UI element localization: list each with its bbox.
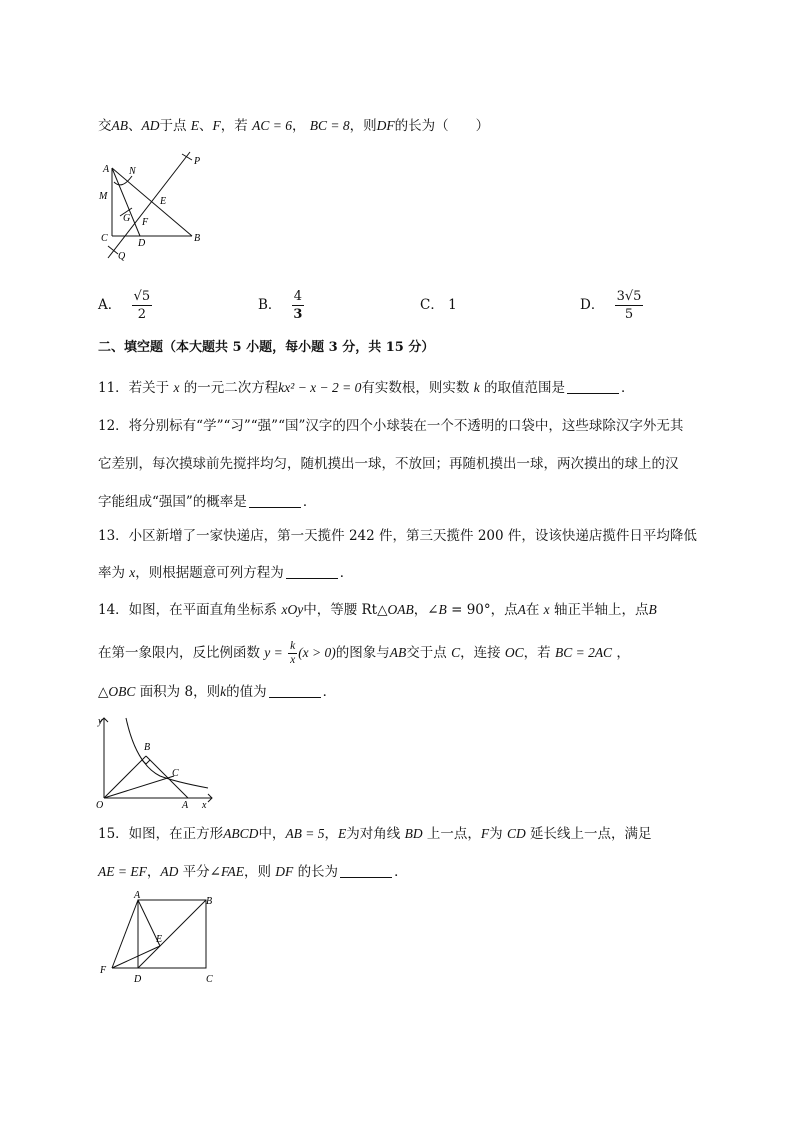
text: ， <box>291 118 306 134</box>
triangle-oab: OAB <box>387 602 414 617</box>
point-c: C <box>451 645 461 660</box>
text: ， <box>146 864 161 880</box>
var-x: x <box>173 380 180 395</box>
text: ． <box>620 380 635 396</box>
text: 率为 <box>98 565 125 581</box>
question-15-line2 <box>98 862 408 882</box>
question-13-line2 <box>98 563 353 583</box>
choice-letter: D． <box>580 297 605 313</box>
point-f: F <box>480 826 490 841</box>
text: 14．如图，在平面直角坐标系 <box>98 602 278 618</box>
text: 的长为（ ） <box>394 118 490 134</box>
angle-fae: FAE <box>220 864 244 879</box>
label-m: M <box>99 191 108 202</box>
numerator: √5 <box>133 289 151 304</box>
text: ， <box>616 645 630 661</box>
denominator: x <box>290 654 296 666</box>
text: ，∠ <box>413 602 439 618</box>
seg-cd: CD <box>506 826 526 841</box>
text: 中，等腰 Rt△ <box>303 602 388 618</box>
text: 的长为 <box>297 864 339 880</box>
choice-fraction <box>132 288 153 323</box>
label-x: x <box>202 800 207 810</box>
q10-stem <box>98 116 489 136</box>
point-e: E <box>190 118 200 133</box>
text: 15．如图，在正方形 <box>98 826 224 842</box>
q14-figure <box>96 714 216 810</box>
seg-ad: AD <box>141 118 160 133</box>
question-12-line1: 12．将分别标有“学”“习”“强”“国”汉字的四个小球装在一个不透明的口袋中，这些球除汉字外无其 <box>98 418 684 434</box>
answer-blank[interactable] <box>249 493 301 508</box>
question-14-line2 <box>98 640 630 667</box>
text: 的图象与 <box>335 645 390 661</box>
choice-c[interactable] <box>420 295 457 315</box>
question-13-line1: 13．小区新增了一家快递店，第一天揽件 242 件，第三天揽件 200 件，设该快递店揽件日平均降低 <box>98 528 697 544</box>
eq-ab: AB = 5 <box>285 826 325 841</box>
choice-a[interactable] <box>98 288 152 323</box>
choice-letter: B． <box>258 297 282 313</box>
seg-df: DF <box>275 864 294 879</box>
eq-ac: AC = 6 <box>252 118 292 133</box>
text: 上一点， <box>426 826 481 842</box>
label-n: N <box>129 166 136 177</box>
domain-condition: (x > 0) <box>298 645 336 660</box>
text: ． <box>322 684 337 700</box>
label-g: G <box>123 213 131 224</box>
text: = 90°，点 <box>446 602 518 618</box>
numerator: 3√5 <box>616 289 642 304</box>
label-c: C <box>206 974 213 985</box>
label-a: A <box>134 890 141 901</box>
section-heading: 二、填空题（本大题共 5 小题，每小题 3 分，共 15 分） <box>98 340 435 355</box>
label-a: A <box>182 800 189 810</box>
label-d: D <box>134 974 142 985</box>
seg-bd: BD <box>404 826 423 841</box>
side-ab <box>112 168 192 236</box>
label-d: D <box>138 238 146 249</box>
text: ，则 <box>243 864 271 880</box>
var-k: k <box>220 684 227 699</box>
point-f: F <box>212 118 221 133</box>
text: 为对角线 <box>346 826 401 842</box>
text: 面积为 8，则 <box>139 684 221 700</box>
label-e: E <box>156 934 163 945</box>
q15-figure <box>96 890 226 988</box>
var-x: x <box>129 565 136 580</box>
answer-blank[interactable] <box>286 564 338 579</box>
text: ． <box>339 565 354 581</box>
label-q: Q <box>118 251 126 262</box>
text: ． <box>394 864 408 880</box>
segment-ad <box>112 168 140 236</box>
var-k: k <box>473 380 480 395</box>
text: ． <box>302 494 317 510</box>
eq-ae-ef: AE = EF <box>98 864 147 879</box>
label-c: C <box>101 233 108 244</box>
label-y: y <box>98 716 103 727</box>
var-xoy: xOy <box>281 602 304 617</box>
choice-letter: A． <box>98 297 122 313</box>
perpendicular-bisector <box>108 152 190 258</box>
text: ，若 <box>523 645 551 661</box>
text: 于点 <box>159 118 187 134</box>
question-15-line1 <box>98 824 652 844</box>
text: 字能组成“强国”的概率是 <box>98 494 247 510</box>
text: 、 <box>199 118 213 134</box>
numerator: 4 <box>293 289 302 304</box>
diagonal-bd <box>138 900 206 968</box>
choice-b[interactable] <box>258 288 304 323</box>
point-e: E <box>338 826 347 841</box>
text: 为 <box>489 826 503 842</box>
numerator: k <box>290 640 296 652</box>
fraction-k-over-x <box>288 640 297 667</box>
seg-df: DF <box>376 118 395 133</box>
question-11 <box>98 378 634 398</box>
text: 的取值范围是 <box>483 380 565 396</box>
text: ，则根据题意可列方程为 <box>135 565 284 581</box>
text: 、 <box>128 118 142 134</box>
text: 在第一象限内，反比例函数 <box>98 645 260 661</box>
label-f: F <box>142 217 149 228</box>
answer-blank[interactable] <box>269 683 321 698</box>
seg-ab: AB <box>111 118 128 133</box>
text: 的一元二次方程 <box>183 380 279 396</box>
text: 在 <box>525 602 540 618</box>
question-14-line1 <box>98 600 657 620</box>
text: 平分∠ <box>182 864 221 880</box>
label-a: A <box>103 164 110 175</box>
label-f: F <box>100 965 107 976</box>
text: ，若 <box>220 118 248 134</box>
text: 的值为 <box>226 684 267 700</box>
denominator: 5 <box>624 307 634 322</box>
point-b: B <box>648 602 657 617</box>
answer-blank[interactable] <box>567 379 619 394</box>
seg-ab: AB <box>389 645 407 660</box>
denominator: 3 <box>293 307 303 322</box>
arc-p <box>182 154 192 160</box>
label-b: B <box>206 896 213 907</box>
eq-bc: BC = 8 <box>309 118 350 133</box>
text: 有实数根，则实数 <box>361 380 470 396</box>
side-ba <box>146 756 188 798</box>
question-12-line2: 它差别，每次摸球前先搅拌均匀，随机摸出一球，不放回；再随机摸出一球，两次摸出的球上的汉 <box>98 456 679 472</box>
text: 交 <box>98 118 112 134</box>
triangle-obc: OBC <box>108 684 136 699</box>
label-p: P <box>194 156 201 167</box>
choice-d[interactable] <box>580 288 643 323</box>
choice-value: 1 <box>448 297 457 313</box>
var-x: x <box>543 602 550 617</box>
label-b: B <box>144 742 151 753</box>
text: 延长线上一点，满足 <box>530 826 652 842</box>
choice-fraction <box>292 288 304 323</box>
label-e: E <box>160 196 167 207</box>
seg-ad: AD <box>160 864 179 879</box>
label-b: B <box>194 233 201 244</box>
text: ，连接 <box>460 645 501 661</box>
func-y: y = <box>264 645 283 660</box>
text: 中， <box>258 826 286 842</box>
text: 11．若关于 <box>98 380 170 396</box>
question-12-line3 <box>98 492 316 512</box>
text: △ <box>98 684 109 700</box>
choice-letter: C． <box>420 297 444 313</box>
label-o: O <box>96 800 104 810</box>
text: ， <box>324 826 339 842</box>
answer-blank[interactable] <box>340 863 392 878</box>
text: ，则 <box>349 118 377 134</box>
text: 轴正半轴上，点 <box>553 602 649 618</box>
angle-b: B <box>438 602 447 617</box>
label-c: C <box>172 768 179 779</box>
equation: kx² − x − 2 = 0 <box>278 380 362 395</box>
eq-bc: BC = 2AC <box>554 645 613 660</box>
question-14-line3 <box>98 682 336 702</box>
point-a: A <box>517 602 526 617</box>
square-abcd: ABCD <box>223 826 259 841</box>
denominator: 2 <box>137 307 146 322</box>
seg-oc: OC <box>504 645 524 660</box>
text: 交于点 <box>406 645 447 661</box>
q10-figure <box>96 146 208 264</box>
choice-fraction <box>615 288 644 323</box>
